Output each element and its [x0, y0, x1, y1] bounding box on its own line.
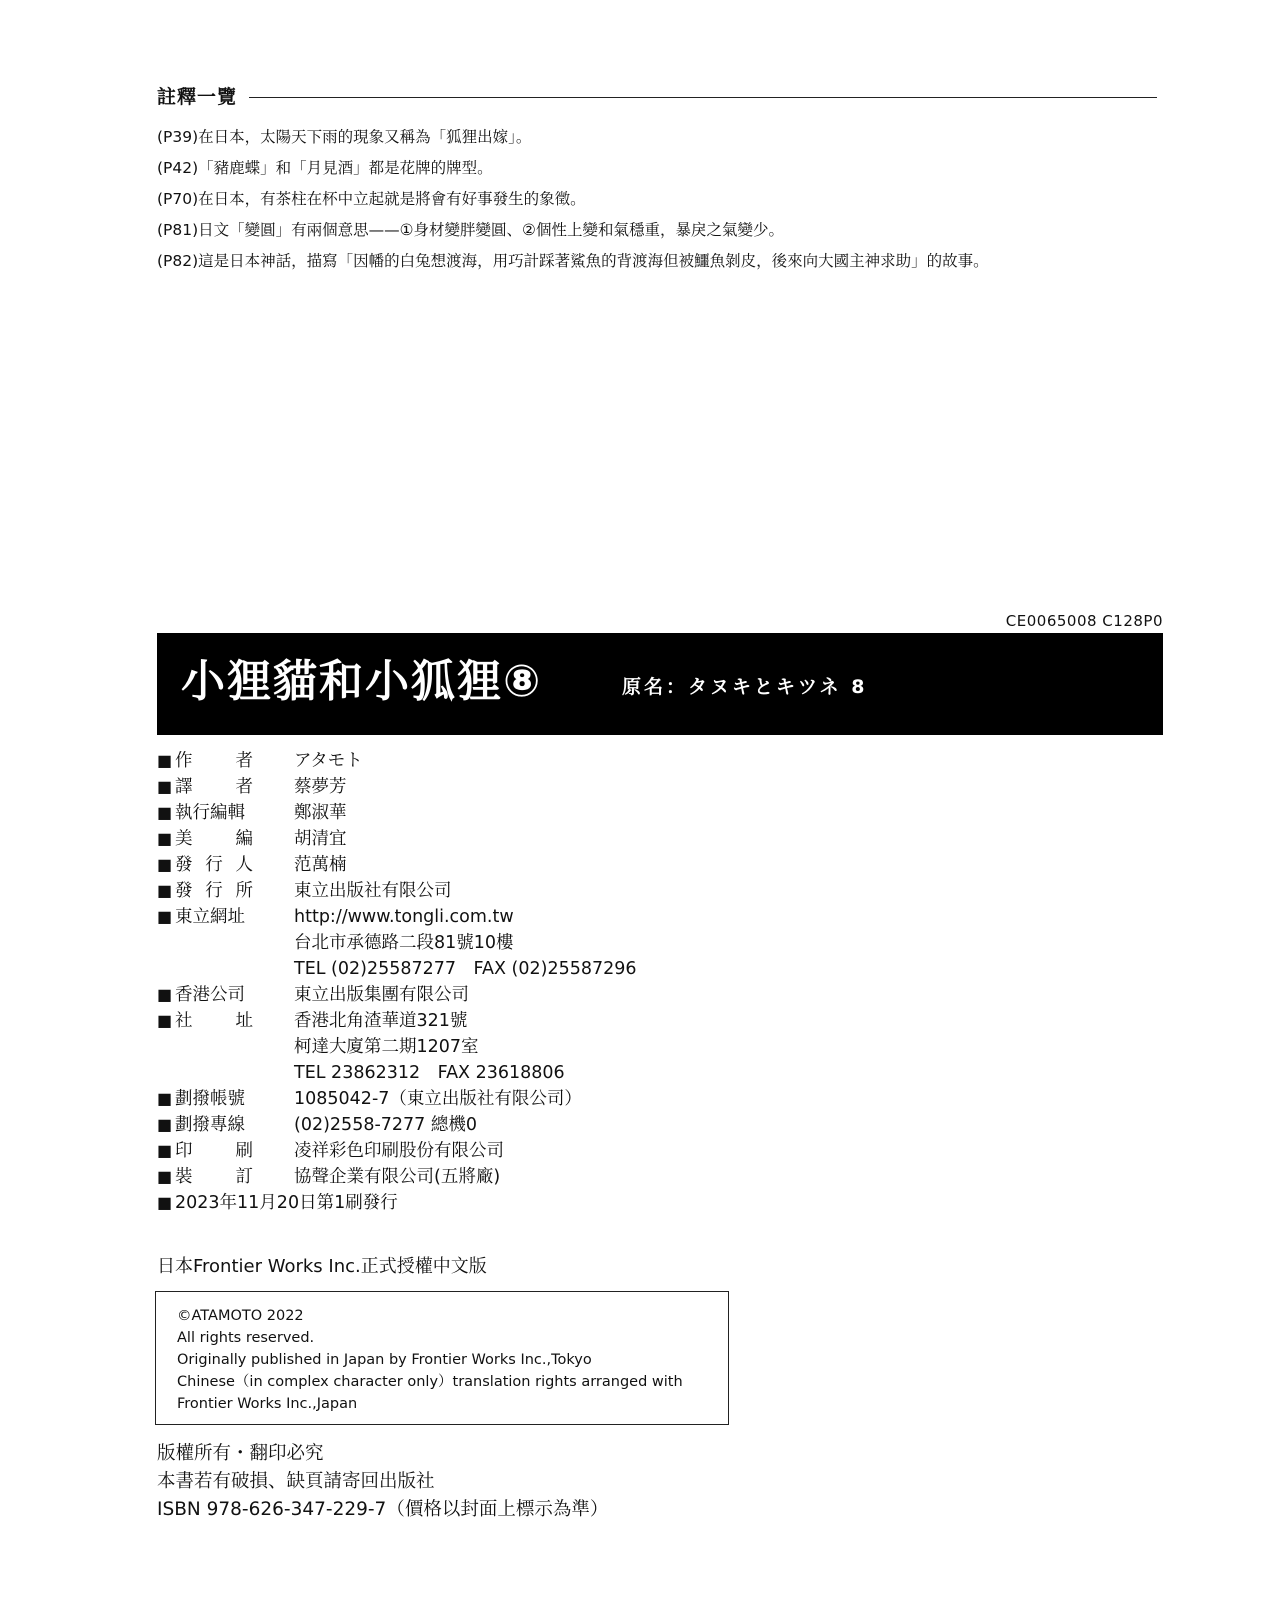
credit-row: [157, 956, 637, 982]
credit-label: [175, 1138, 253, 1164]
bullet-square: ■: [157, 777, 173, 796]
credit-label-part: 人: [235, 855, 253, 875]
bullet-square: [157, 930, 175, 956]
credit-value: 協聲企業有限公司(五將廠): [294, 1167, 501, 1187]
credit-row: [157, 878, 637, 904]
credit-row: [157, 1138, 637, 1164]
credit-label-part: 東立網址: [175, 907, 245, 927]
credit-label: [175, 1164, 253, 1190]
credit-label: [175, 1060, 294, 1086]
first-edition: 2023年11月20日第1刷發行: [175, 1193, 398, 1213]
credit-label: [175, 1008, 253, 1034]
credit-row: [157, 1034, 637, 1060]
bullet-square: ■: [157, 751, 173, 770]
note-item: (P82)這是日本神話，描寫「因幡的白兔想渡海，用巧計踩著鯊魚的背渡海但被鱷魚剝皮，後來向大國主神求助」的故事。: [157, 252, 989, 270]
notes-header: [157, 84, 1157, 110]
credit-row: [157, 1164, 637, 1190]
notes-list: [157, 122, 989, 277]
credit-row: [157, 748, 637, 774]
bullet-square: ■: [157, 985, 173, 1004]
bullet-square: [157, 1060, 175, 1086]
credit-label-part: 香港公司: [175, 985, 245, 1005]
credit-value: アタモト: [294, 751, 363, 771]
credit-value: 柯達大廈第二期1207室: [294, 1037, 479, 1057]
footer: [157, 1440, 608, 1524]
license-line: 日本Frontier Works Inc.正式授權中文版: [157, 1256, 487, 1277]
bullet-square: [157, 1034, 175, 1060]
credit-value: 台北市承德路二段81號10樓: [294, 933, 514, 953]
credit-label: [175, 1034, 294, 1060]
credit-label-part: 者: [235, 777, 253, 797]
copyright-line: Chinese（in complex character only）translation rights arranged with: [177, 1374, 683, 1390]
credit-label: [175, 1112, 294, 1138]
credit-label-part: 裝: [175, 1167, 193, 1187]
note-item: (P81)日文「變圓」有兩個意思——①身材變胖變圓、②個性上變和氣穩重，暴戾之氣變少。: [157, 221, 784, 239]
credit-label-part: 刷: [235, 1141, 253, 1161]
credit-row: [157, 904, 637, 930]
credit-value: 東立出版集團有限公司: [294, 985, 469, 1005]
credits-list: [157, 748, 637, 1216]
credit-row: [157, 1008, 637, 1034]
bullet-square: ■: [157, 1089, 173, 1108]
credit-label: [175, 748, 253, 774]
credit-label: [175, 930, 294, 956]
credit-label: [175, 852, 253, 878]
bullet-square: ■: [157, 1011, 173, 1030]
credit-value: TEL 23862312 FAX 23618806: [294, 1063, 565, 1083]
credit-row: [157, 930, 637, 956]
credit-value: 東立出版社有限公司: [294, 881, 452, 901]
bullet-square: ■: [157, 855, 173, 874]
bullet-square: ■: [157, 1193, 173, 1212]
credit-label-part: 行: [205, 855, 223, 875]
credit-row: [157, 774, 637, 800]
credit-row: [157, 852, 637, 878]
credit-value: 范萬楠: [294, 855, 347, 875]
copyright-line: Frontier Works Inc.,Japan: [177, 1396, 358, 1412]
credit-row: [157, 982, 637, 1008]
credit-value: 蔡夢芳: [294, 777, 347, 797]
credit-label-part: 者: [235, 751, 253, 771]
credit-label-part: 印: [175, 1141, 193, 1161]
bullet-square: ■: [157, 1115, 173, 1134]
note-item: (P70)在日本，有茶柱在杯中立起就是將會有好事發生的象徵。: [157, 190, 586, 208]
credit-label: [175, 826, 253, 852]
credit-value: TEL (02)25587277 FAX (02)25587296: [294, 959, 637, 979]
credit-label-part: 發: [175, 855, 193, 875]
bullet-square: ■: [157, 803, 173, 822]
catalog-code: CE0065008 C128P0: [1005, 612, 1163, 630]
note-item: (P42)「豬鹿蝶」和「月見酒」都是花牌的牌型。: [157, 159, 493, 177]
credit-label: [175, 982, 294, 1008]
credit-row: [157, 826, 637, 852]
credit-value: http://www.tongli.com.tw: [294, 907, 514, 927]
bullet-square: ■: [157, 1141, 173, 1160]
credit-label-part: 劃撥帳號: [175, 1089, 245, 1109]
credit-label-part: 編: [235, 829, 253, 849]
copyright-line: ©ATAMOTO 2022: [177, 1308, 304, 1324]
credit-label-part: 訂: [235, 1167, 253, 1187]
credit-label-part: 發: [175, 881, 193, 901]
copyright-box: [155, 1291, 729, 1425]
credit-value: 香港北角渣華道321號: [294, 1011, 468, 1031]
copyright-line: All rights reserved.: [177, 1330, 315, 1346]
credit-label: [175, 800, 294, 826]
credit-value: (02)2558-7277 總機0: [294, 1115, 478, 1135]
credit-row: [157, 1086, 637, 1112]
notes-header-rule: [249, 97, 1157, 98]
credit-label: [175, 1086, 294, 1112]
notes-title: 註釋一覽: [157, 84, 245, 110]
edition-row: [157, 1190, 637, 1216]
credit-label-part: 作: [175, 751, 193, 771]
note-item: (P39)在日本，太陽天下雨的現象又稱為「狐狸出嫁」。: [157, 128, 532, 146]
copyright-line: Originally published in Japan by Frontier Works Inc.,Tokyo: [177, 1352, 592, 1368]
credit-label-part: 執行編輯: [175, 803, 245, 823]
damage-notice: 本書若有破損、缺頁請寄回出版社: [157, 1471, 435, 1492]
book-title: 小狸貓和小狐狸⑧: [181, 656, 543, 707]
credit-label-part: 譯: [175, 777, 193, 797]
rights-notice: 版權所有・翻印必究: [157, 1443, 324, 1464]
credit-label-part: 劃撥專線: [175, 1115, 245, 1135]
bullet-square: ■: [157, 907, 173, 926]
credit-value: 凌祥彩色印刷股份有限公司: [294, 1141, 504, 1161]
original-title: 原名：タヌキとキツネ 8: [622, 676, 868, 698]
title-bar: [157, 633, 1163, 735]
credit-row: [157, 1060, 637, 1086]
credit-label-part: 所: [235, 881, 253, 901]
credit-row: [157, 800, 637, 826]
credit-row: [157, 1112, 637, 1138]
credit-label: [175, 774, 253, 800]
bullet-square: [157, 956, 175, 982]
credit-label-part: 行: [205, 881, 223, 901]
credit-value: 1085042-7（東立出版社有限公司）: [294, 1089, 582, 1109]
credit-label: [175, 878, 253, 904]
bullet-square: ■: [157, 1167, 173, 1186]
credit-value: 胡清宜: [294, 829, 347, 849]
credit-label: [175, 956, 294, 982]
credit-label-part: 社: [175, 1011, 193, 1031]
credit-value: 鄭淑華: [294, 803, 347, 823]
credit-label-part: 美: [175, 829, 193, 849]
isbn: ISBN 978-626-347-229-7（價格以封面上標示為準）: [157, 1499, 609, 1520]
credit-label-part: 址: [235, 1011, 253, 1031]
bullet-square: ■: [157, 881, 173, 900]
credit-label: [175, 904, 294, 930]
bullet-square: ■: [157, 829, 173, 848]
